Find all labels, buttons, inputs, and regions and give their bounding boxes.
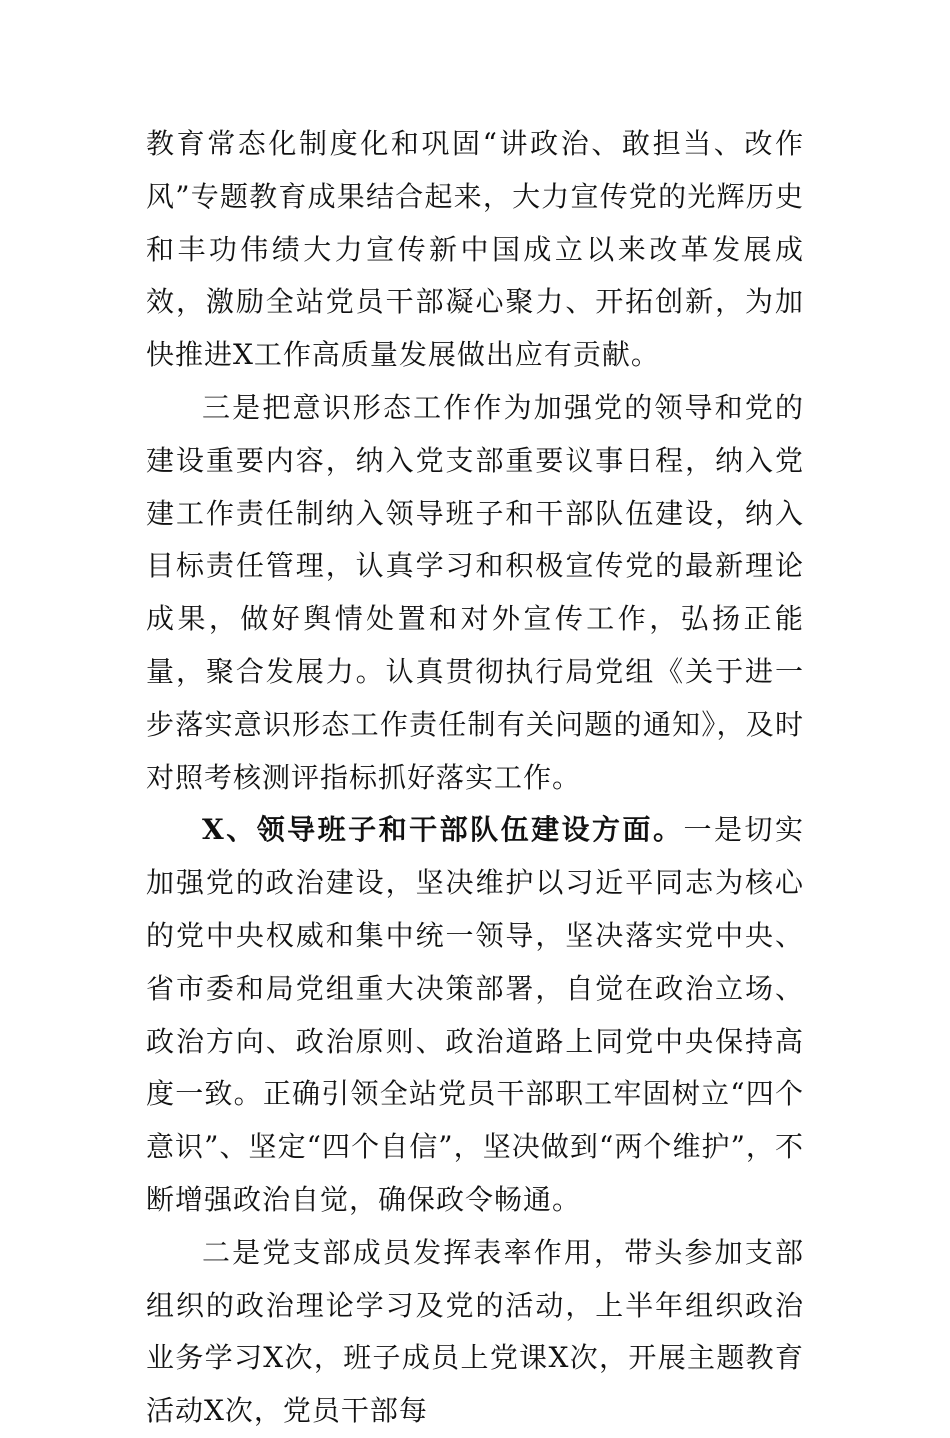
paragraph-text: 教育常态化制度化和巩固“讲政治、敢担当、改作风”专题教育成果结合起来，大力宣传党的光辉历史和丰功伟绩大力宣传新中国成立以来改革发展成效，激励全站党员干部凝心聚力、开拓创新，为加快推进X工作高质量发展做出应有贡献。 — [146, 127, 804, 372]
paragraph-leadership-team — [146, 804, 804, 1226]
paragraph-continuation — [146, 118, 804, 382]
paragraph-party-branch — [146, 1227, 804, 1438]
paragraph-text: 三是把意识形态工作作为加强党的领导和党的建设重要内容，纳入党支部重要议事日程，纳入党建工作责任制纳入领导班子和干部队伍建设，纳入目标责任管理，认真学习和积极宣传党的最新理论成果，做好舆情处置和对外宣传工作，弘扬正能量，聚合发展力。认真贯彻执行局党组《关于进一步落实意识形态工作责任制有关问题的通知》，及时对照考核测评指标抓好落实工作。 — [146, 390, 804, 794]
paragraph-text: 一是切实加强党的政治建设，坚决维护以习近平同志为核心的党中央权威和集中统一领导，坚决落实党中央、省市委和局党组重大决策部署，自觉在政治立场、政治方向、政治原则、政治道路上同党中央保持高度一致。正确引领全站党员干部职工牢固树立“四个意识”、坚定“四个自信”，坚决做到“两个维护”，不断增强政治自觉，确保政令畅通。 — [146, 813, 804, 1216]
section-heading: X、领导班子和干部队伍建设方面。 — [202, 813, 684, 847]
paragraph-text: 二是党支部成员发挥表率作用，带头参加支部组织的政治理论学习及党的活动，上半年组织政治业务学习X次，班子成员上党课X次，开展主题教育活动X次，党员干部每 — [146, 1235, 804, 1428]
paragraph-ideology-work — [146, 382, 804, 804]
document-body — [146, 118, 804, 1438]
